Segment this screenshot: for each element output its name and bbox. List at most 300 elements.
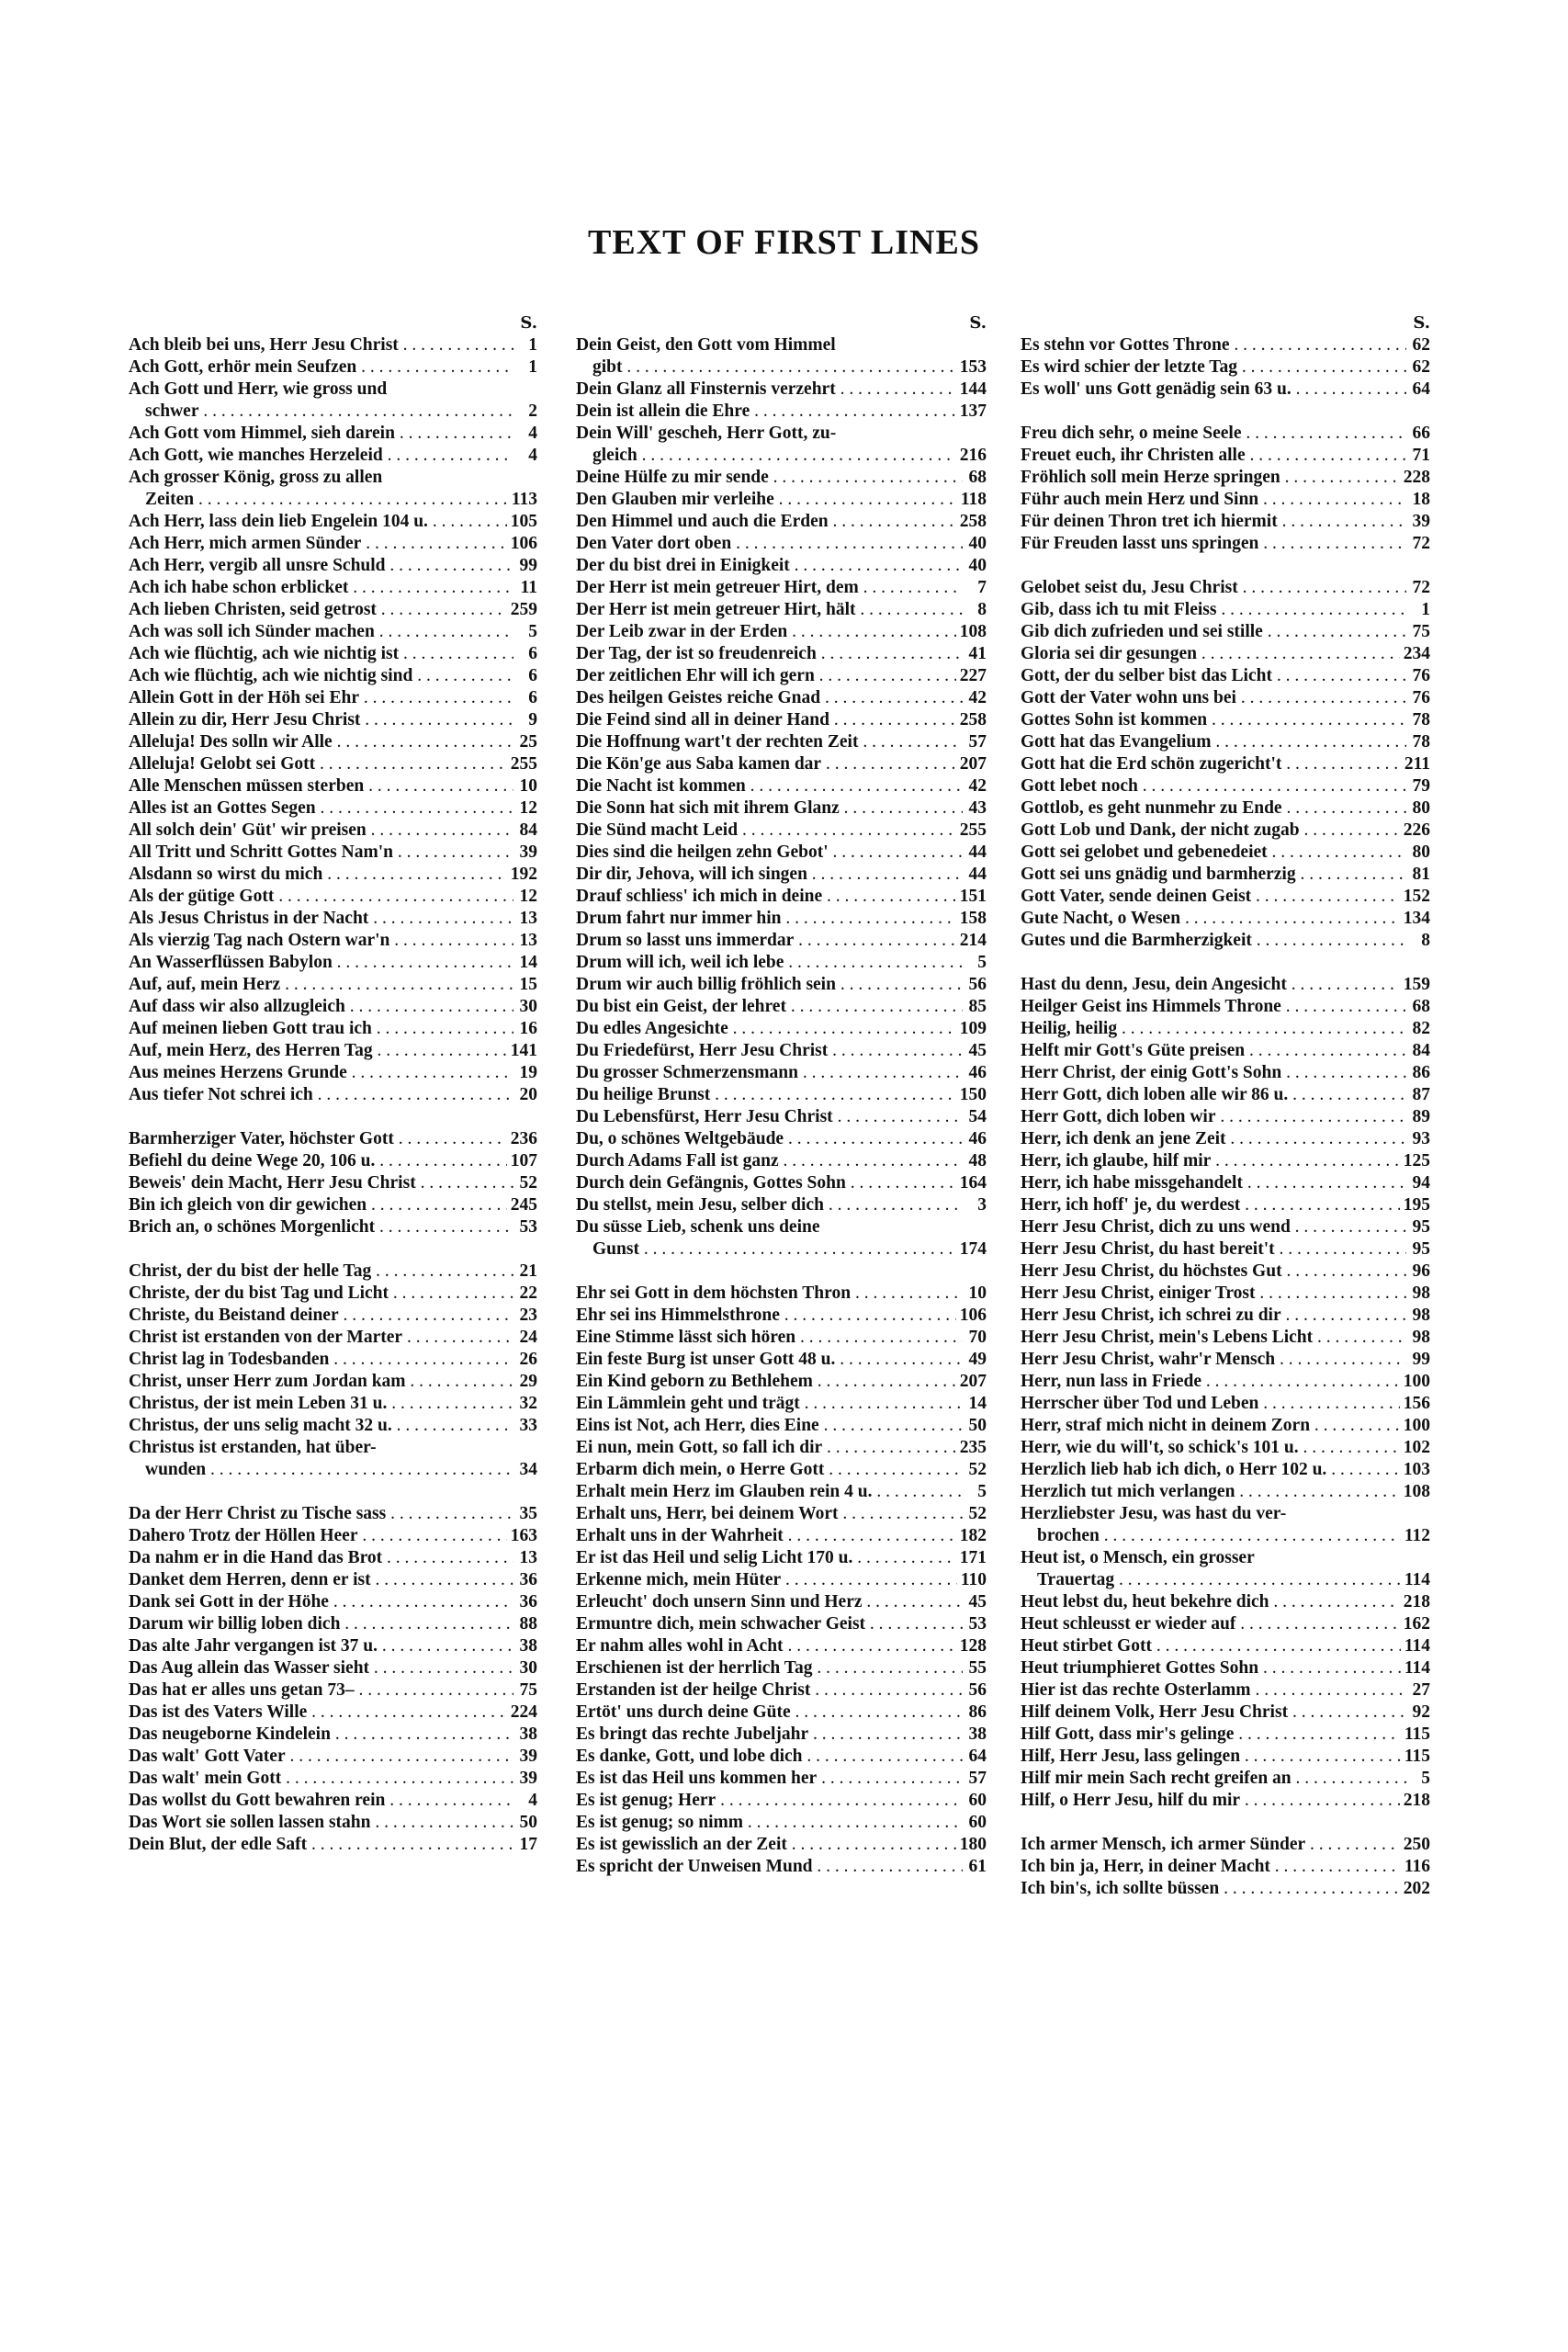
index-entry bbox=[1021, 356, 1430, 379]
page-column-header: S. bbox=[520, 313, 537, 333]
first-line-text: Heut stirbet Gott . . . bbox=[1021, 1635, 1401, 1657]
page-number: 80 bbox=[1412, 842, 1430, 862]
first-line-text: Deine Hülfe zu mir sende . . . bbox=[576, 467, 963, 489]
first-line-text: Gott, der du selber bist das Licht . . . bbox=[1021, 665, 1406, 687]
first-line-text: Christe, der du bist Tag und Licht . . . bbox=[129, 1283, 513, 1305]
page-column-header: S. bbox=[969, 313, 987, 333]
index-entry bbox=[576, 1503, 987, 1525]
first-line-text: Alles ist an Gottes Segen . . . bbox=[129, 797, 513, 820]
index-entry bbox=[1021, 1702, 1430, 1724]
index-entry bbox=[576, 1084, 987, 1106]
first-line-text: Es danke, Gott, und lobe dich . . . bbox=[576, 1746, 963, 1768]
page-number: 76 bbox=[1412, 688, 1430, 707]
first-line-text: Gott der Vater wohn uns bei . . . bbox=[1021, 687, 1406, 709]
first-line-text: Drum will ich, weil ich lebe . . . bbox=[576, 952, 963, 974]
first-line-text: Herr Jesu Christ, mein's Lebens Licht . . . bbox=[1021, 1327, 1406, 1349]
index-entry bbox=[129, 1194, 537, 1216]
first-line-text: Herr, ich hoff' je, du werdest . . . bbox=[1021, 1194, 1400, 1216]
first-line-text: Christus, der uns selig macht 32 u. . . . bbox=[129, 1415, 513, 1437]
index-entry bbox=[129, 775, 537, 797]
page-number: 95 bbox=[1412, 1239, 1430, 1259]
index-entry bbox=[129, 423, 537, 445]
first-line-text: Gunst . . . bbox=[576, 1238, 956, 1261]
index-entry bbox=[1021, 775, 1430, 797]
index-entry bbox=[129, 665, 537, 687]
first-line-text: Gott hat die Erd schön zugericht't . . . bbox=[1021, 753, 1401, 775]
index-entry bbox=[1021, 1834, 1430, 1856]
page-number: 109 bbox=[959, 1019, 987, 1038]
first-line-text: Herr Jesu Christ, wahr'r Mensch . . . bbox=[1021, 1349, 1406, 1371]
page-number: 4 bbox=[528, 1791, 537, 1810]
first-line-text: Hilf mir mein Sach recht greifen an . . . bbox=[1021, 1768, 1406, 1790]
first-line-text: Gott lebet noch . . . bbox=[1021, 775, 1406, 797]
first-line-text: Eins ist Not, ach Herr, dies Eine . . . bbox=[576, 1415, 963, 1437]
first-line-text: Für Freuden lasst uns springen . . . bbox=[1021, 533, 1406, 555]
first-line-text: Als Jesus Christus in der Nacht . . . bbox=[129, 908, 513, 930]
group-separator bbox=[129, 1481, 537, 1503]
first-line-text: Da nahm er in die Hand das Brot . . . bbox=[129, 1547, 513, 1569]
page-number: 18 bbox=[1412, 490, 1430, 509]
first-line-text: Gott Vater, sende deinen Geist . . . bbox=[1021, 886, 1400, 908]
index-entry bbox=[129, 1261, 537, 1283]
index-entry bbox=[1021, 1084, 1430, 1106]
page-number: 99 bbox=[519, 556, 537, 575]
index-entry bbox=[1021, 1261, 1430, 1283]
first-line-text: Herr Christ, der einig Gott's Sohn . . . bbox=[1021, 1062, 1406, 1084]
first-line-text: Es wird schier der letzte Tag . . . bbox=[1021, 356, 1406, 379]
first-line-text: Der zeitlichen Ehr will ich gern . . . bbox=[576, 665, 956, 687]
index-entry bbox=[576, 555, 987, 577]
index-entry bbox=[576, 1547, 987, 1569]
index-column-2 bbox=[576, 312, 987, 1878]
page-number: 195 bbox=[1403, 1195, 1430, 1215]
index-entry bbox=[129, 687, 537, 709]
first-line-text: Heut lebst du, heut bekehre dich . . . bbox=[1021, 1591, 1400, 1613]
index-entry bbox=[1021, 1305, 1430, 1327]
first-line-text: Ach Gott vom Himmel, sieh darein . . . bbox=[129, 423, 513, 445]
page-title: TEXT OF FIRST LINES bbox=[588, 223, 980, 262]
page-number: 255 bbox=[959, 820, 987, 840]
index-entry bbox=[1021, 842, 1430, 864]
first-line-text: Durch dein Gefängnis, Gottes Sohn . . . bbox=[576, 1172, 956, 1194]
index-entry bbox=[1021, 1106, 1430, 1128]
first-line-text: Das ist des Vaters Wille . . . bbox=[129, 1702, 507, 1724]
first-line-text: Herr Jesu Christ, du hast bereit't . . . bbox=[1021, 1238, 1406, 1261]
group-separator bbox=[129, 1106, 537, 1128]
first-line-text: Gib, dass ich tu mit Fleiss . . . bbox=[1021, 599, 1406, 621]
group-separator bbox=[1021, 555, 1430, 577]
first-line-text: Ei nun, mein Gott, so fall ich dir . . . bbox=[576, 1437, 956, 1459]
page-number: 78 bbox=[1412, 710, 1430, 729]
index-entry bbox=[1021, 423, 1430, 445]
index-entry bbox=[576, 356, 987, 379]
first-line-text: Ach grosser König, gross zu allen bbox=[129, 468, 383, 487]
index-entry bbox=[1021, 1547, 1430, 1569]
page-number: 116 bbox=[1404, 1857, 1430, 1876]
first-line-text: Es spricht der Unweisen Mund . . . bbox=[576, 1856, 963, 1878]
first-line-text: Durch Adams Fall ist ganz . . . bbox=[576, 1150, 963, 1172]
page-number: 44 bbox=[968, 865, 987, 884]
page-number: 17 bbox=[519, 1835, 537, 1854]
first-line-text: Christ ist erstanden von der Marter . . . bbox=[129, 1327, 513, 1349]
first-line-text: Erleucht' doch unsern Sinn und Herz . . . bbox=[576, 1591, 963, 1613]
index-entry bbox=[129, 1040, 537, 1062]
index-entry bbox=[129, 820, 537, 842]
page-number: 98 bbox=[1412, 1306, 1430, 1325]
first-line-text: Des heilgen Geistes reiche Gnad . . . bbox=[576, 687, 963, 709]
page-number: 162 bbox=[1403, 1614, 1430, 1634]
page-number: 11 bbox=[520, 578, 537, 597]
first-line-text: Dahero Trotz der Höllen Heer . . . bbox=[129, 1525, 507, 1547]
page-number: 96 bbox=[1412, 1261, 1430, 1281]
index-column-1 bbox=[129, 312, 537, 1856]
page-number: 32 bbox=[519, 1394, 537, 1413]
index-entry bbox=[129, 1569, 537, 1591]
first-line-text: Das hat er alles uns getan 73– . . . bbox=[129, 1679, 513, 1702]
page-number: 21 bbox=[519, 1261, 537, 1281]
index-entry bbox=[1021, 1062, 1430, 1084]
index-entry bbox=[576, 1768, 987, 1790]
page-number: 40 bbox=[968, 556, 987, 575]
index-entry bbox=[129, 1172, 537, 1194]
first-line-text: Hast du denn, Jesu, dein Angesicht . . . bbox=[1021, 974, 1400, 996]
first-line-text: Hier ist das rechte Osterlamm . . . bbox=[1021, 1679, 1406, 1702]
page-column-header: S. bbox=[1413, 313, 1430, 333]
first-line-text: Heilger Geist ins Himmels Throne . . . bbox=[1021, 996, 1406, 1018]
index-entry bbox=[576, 1238, 987, 1261]
page-number: 112 bbox=[1404, 1526, 1430, 1545]
page-number: 106 bbox=[510, 534, 537, 553]
index-entry bbox=[129, 1547, 537, 1569]
index-entry bbox=[129, 996, 537, 1018]
index-entry bbox=[576, 445, 987, 467]
first-line-text: Herzliebster Jesu, was hast du ver- bbox=[1021, 1504, 1287, 1523]
first-line-text: Herr Jesu Christ, ich schrei zu dir . . . bbox=[1021, 1305, 1406, 1327]
index-entry bbox=[1021, 974, 1430, 996]
page-number: 164 bbox=[959, 1173, 987, 1193]
page-number: 64 bbox=[968, 1747, 987, 1766]
page-number: 86 bbox=[1412, 1063, 1430, 1082]
index-entry bbox=[1021, 908, 1430, 930]
page-number: 12 bbox=[519, 798, 537, 818]
entry-list bbox=[1021, 334, 1430, 1900]
first-line-text: Erbarm dich mein, o Herre Gott . . . bbox=[576, 1459, 963, 1481]
index-entry bbox=[576, 1150, 987, 1172]
index-entry bbox=[576, 1724, 987, 1746]
page-number: 82 bbox=[1412, 1019, 1430, 1038]
first-line-text: Hilf deinem Volk, Herr Jesu Christ . . . bbox=[1021, 1702, 1406, 1724]
page-number: 171 bbox=[959, 1548, 987, 1567]
group-separator bbox=[1021, 1812, 1430, 1834]
page-number: 14 bbox=[968, 1394, 987, 1413]
index-entry bbox=[1021, 1613, 1430, 1635]
page-number: 72 bbox=[1412, 578, 1430, 597]
page-number: 98 bbox=[1412, 1283, 1430, 1303]
index-entry bbox=[129, 1635, 537, 1657]
first-line-text: Du Friedefürst, Herr Jesu Christ . . . bbox=[576, 1040, 963, 1062]
page-number: 156 bbox=[1403, 1394, 1430, 1413]
page-number: 38 bbox=[519, 1636, 537, 1656]
page-number: 24 bbox=[519, 1328, 537, 1347]
first-line-text: Gutes und die Barmherzigkeit . . . bbox=[1021, 930, 1406, 952]
index-entry bbox=[129, 533, 537, 555]
index-entry bbox=[1021, 334, 1430, 356]
page-number: 13 bbox=[519, 909, 537, 928]
page-number: 202 bbox=[1403, 1879, 1430, 1898]
index-entry bbox=[576, 1702, 987, 1724]
first-line-text: Barmherziger Vater, höchster Gott . . . bbox=[129, 1128, 507, 1150]
index-entry bbox=[576, 996, 987, 1018]
first-line-text: Dein Blut, der edle Saft . . . bbox=[129, 1834, 513, 1856]
index-entry bbox=[576, 401, 987, 423]
page-number: 81 bbox=[1412, 865, 1430, 884]
index-entry bbox=[576, 1172, 987, 1194]
first-line-text: Drum fahrt nur immer hin . . . bbox=[576, 908, 956, 930]
index-entry bbox=[129, 467, 537, 489]
page-number: 211 bbox=[1404, 754, 1430, 774]
index-entry bbox=[576, 1415, 987, 1437]
first-line-text: Den Glauben mir verleihe . . . bbox=[576, 489, 957, 511]
page-number: 50 bbox=[968, 1416, 987, 1435]
index-entry bbox=[1021, 1635, 1430, 1657]
first-line-text: Du, o schönes Weltgebäude . . . bbox=[576, 1128, 963, 1150]
first-line-text: Ertöt' uns durch deine Güte . . . bbox=[576, 1702, 963, 1724]
first-line-text: Ach Herr, mich armen Sünder . . . bbox=[129, 533, 507, 555]
first-line-text: Der Herr ist mein getreuer Hirt, dem . . . bbox=[576, 577, 963, 599]
first-line-text: Christ lag in Todesbanden . . . bbox=[129, 1349, 513, 1371]
index-entry bbox=[129, 1657, 537, 1679]
index-entry bbox=[129, 1393, 537, 1415]
page-number: 50 bbox=[519, 1813, 537, 1832]
index-entry bbox=[129, 1415, 537, 1437]
page-number: 228 bbox=[1403, 468, 1430, 487]
first-line-text: Die Feind sind all in deiner Hand . . . bbox=[576, 709, 956, 731]
first-line-text: Den Himmel und auch die Erden . . . bbox=[576, 511, 956, 533]
page-number: 52 bbox=[519, 1173, 537, 1193]
first-line-text: Allein Gott in der Höh sei Ehr . . . bbox=[129, 687, 513, 709]
index-entry bbox=[1021, 489, 1430, 511]
page-number: 114 bbox=[1404, 1636, 1430, 1656]
page-number: 61 bbox=[968, 1857, 987, 1876]
index-entry bbox=[1021, 1856, 1430, 1878]
index-entry bbox=[129, 356, 537, 379]
first-line-text: Das walt' Gott Vater . . . bbox=[129, 1746, 513, 1768]
page-number: 23 bbox=[519, 1306, 537, 1325]
first-line-text: Ehr sei Gott in dem höchsten Thron . . . bbox=[576, 1283, 963, 1305]
index-entry bbox=[129, 864, 537, 886]
first-line-text: Herr, ich denk an jene Zeit . . . bbox=[1021, 1128, 1406, 1150]
first-line-text: Dir dir, Jehova, will ich singen . . . bbox=[576, 864, 963, 886]
first-line-text: Gott sei gelobet und gebenedeiet . . . bbox=[1021, 842, 1406, 864]
first-line-text: Fröhlich soll mein Herze springen . . . bbox=[1021, 467, 1400, 489]
first-line-text: Alle Menschen müssen sterben . . . bbox=[129, 775, 513, 797]
first-line-text: Ich bin's, ich sollte büssen . . . bbox=[1021, 1878, 1400, 1900]
first-line-text: Der Tag, der ist so freudenreich . . . bbox=[576, 643, 963, 665]
first-line-text: Hilf, Herr Jesu, lass gelingen . . . bbox=[1021, 1746, 1401, 1768]
first-line-text: Darum wir billig loben dich . . . bbox=[129, 1613, 513, 1635]
page-number: 180 bbox=[959, 1835, 987, 1854]
page-number: 3 bbox=[977, 1195, 987, 1215]
page-number: 4 bbox=[528, 424, 537, 443]
page-number: 153 bbox=[959, 357, 987, 377]
index-entry bbox=[576, 709, 987, 731]
page-number: 42 bbox=[968, 776, 987, 796]
page-number: 75 bbox=[1412, 622, 1430, 641]
page-number: 39 bbox=[519, 1747, 537, 1766]
index-entry bbox=[129, 379, 537, 401]
page-number: 44 bbox=[968, 842, 987, 862]
index-entry bbox=[1021, 1216, 1430, 1238]
index-entry bbox=[576, 1062, 987, 1084]
page-number: 95 bbox=[1412, 1217, 1430, 1237]
first-line-text: Die Nacht ist kommen . . . bbox=[576, 775, 963, 797]
index-entry bbox=[576, 1812, 987, 1834]
index-entry bbox=[576, 423, 987, 445]
index-entry bbox=[576, 1216, 987, 1238]
index-entry bbox=[129, 1525, 537, 1547]
index-entry bbox=[129, 797, 537, 820]
page-number: 41 bbox=[968, 644, 987, 663]
first-line-text: Es bringt das rechte Jubeljahr . . . bbox=[576, 1724, 963, 1746]
page-number: 12 bbox=[519, 887, 537, 906]
first-line-text: Ach was soll ich Sünder machen . . . bbox=[129, 621, 513, 643]
index-entry bbox=[576, 1371, 987, 1393]
group-separator bbox=[576, 1261, 987, 1283]
index-entry bbox=[576, 797, 987, 820]
page-number: 144 bbox=[959, 379, 987, 399]
first-line-text: Erhalt uns in der Wahrheit . . . bbox=[576, 1525, 956, 1547]
index-entry bbox=[129, 1084, 537, 1106]
page-number: 76 bbox=[1412, 666, 1430, 685]
index-entry bbox=[1021, 753, 1430, 775]
index-entry bbox=[576, 1283, 987, 1305]
first-line-text: Der du bist drei in Einigkeit . . . bbox=[576, 555, 963, 577]
page-number: 6 bbox=[528, 644, 537, 663]
index-entry bbox=[1021, 1415, 1430, 1437]
first-line-text: wunden . . . bbox=[129, 1459, 513, 1481]
index-entry bbox=[1021, 820, 1430, 842]
index-entry bbox=[1021, 1150, 1430, 1172]
index-entry bbox=[1021, 665, 1430, 687]
index-entry bbox=[576, 621, 987, 643]
page-number: 29 bbox=[519, 1372, 537, 1391]
page-number: 45 bbox=[968, 1592, 987, 1611]
first-line-text: Ach wie flüchtig, ach wie nichtig sind . . . bbox=[129, 665, 513, 687]
first-line-text: Freu dich sehr, o meine Seele . . . bbox=[1021, 423, 1406, 445]
first-line-text: Er ist das Heil und selig Licht 170 u. . . . bbox=[576, 1547, 956, 1569]
first-line-text: Erhalt mein Herz im Glauben rein 4 u. . . . bbox=[576, 1481, 963, 1503]
index-entry bbox=[576, 1305, 987, 1327]
index-entry bbox=[129, 1834, 537, 1856]
index-entry bbox=[576, 1437, 987, 1459]
index-entry bbox=[576, 974, 987, 996]
first-line-text: Ach Gott, wie manches Herzeleid . . . bbox=[129, 445, 513, 467]
page-number: 152 bbox=[1403, 887, 1430, 906]
first-line-text: Die Sonn hat sich mit ihrem Glanz . . . bbox=[576, 797, 963, 820]
first-line-text: Brich an, o schönes Morgenlicht . . . bbox=[129, 1216, 513, 1238]
index-entry bbox=[1021, 930, 1430, 952]
first-line-text: Helft mir Gott's Güte preisen . . . bbox=[1021, 1040, 1406, 1062]
index-entry bbox=[576, 820, 987, 842]
page-number: 13 bbox=[519, 931, 537, 950]
index-entry bbox=[129, 1702, 537, 1724]
first-line-text: Alleluja! Des solln wir Alle . . . bbox=[129, 731, 513, 753]
index-entry bbox=[129, 930, 537, 952]
page-number: 19 bbox=[519, 1063, 537, 1082]
index-entry bbox=[1021, 1746, 1430, 1768]
index-entry bbox=[1021, 533, 1430, 555]
entry-list bbox=[576, 334, 987, 1878]
index-entry bbox=[1021, 1283, 1430, 1305]
index-entry bbox=[129, 577, 537, 599]
index-entry bbox=[129, 1349, 537, 1371]
index-entry bbox=[129, 1790, 537, 1812]
page-number: 100 bbox=[1403, 1416, 1430, 1435]
first-line-text: An Wasserflüssen Babylon . . . bbox=[129, 952, 513, 974]
page-number: 94 bbox=[1412, 1173, 1430, 1193]
first-line-text: Herr, ich habe missgehandelt . . . bbox=[1021, 1172, 1406, 1194]
page-number: 141 bbox=[510, 1041, 537, 1060]
group-separator bbox=[129, 1238, 537, 1261]
index-entry bbox=[1021, 864, 1430, 886]
first-line-text: Herrscher über Tod und Leben . . . bbox=[1021, 1393, 1400, 1415]
page-number: 60 bbox=[968, 1791, 987, 1810]
index-entry bbox=[576, 577, 987, 599]
index-entry bbox=[576, 886, 987, 908]
index-entry bbox=[1021, 1481, 1430, 1503]
index-entry bbox=[1021, 445, 1430, 467]
first-line-text: Die Hoffnung wart't der rechten Zeit . . . bbox=[576, 731, 963, 753]
index-entry bbox=[129, 401, 537, 423]
page-number: 42 bbox=[968, 688, 987, 707]
page-number: 118 bbox=[960, 490, 987, 509]
index-entry bbox=[129, 1613, 537, 1635]
page-number: 57 bbox=[968, 732, 987, 752]
first-line-text: Heut triumphieret Gottes Sohn . . . bbox=[1021, 1657, 1401, 1679]
first-line-text: Da der Herr Christ zu Tische sass . . . bbox=[129, 1503, 513, 1525]
page-number: 62 bbox=[1412, 357, 1430, 377]
index-entry bbox=[129, 1591, 537, 1613]
index-entry bbox=[576, 864, 987, 886]
page-number: 227 bbox=[959, 666, 987, 685]
page-number: 62 bbox=[1412, 335, 1430, 355]
index-entry bbox=[129, 621, 537, 643]
page-number: 55 bbox=[968, 1658, 987, 1678]
first-line-text: Dein Glanz all Finsternis verzehrt . . . bbox=[576, 379, 956, 401]
first-line-text: Du süsse Lieb, schenk uns deine bbox=[576, 1217, 820, 1237]
first-line-text: Freuet euch, ihr Christen alle . . . bbox=[1021, 445, 1406, 467]
index-entry bbox=[1021, 1503, 1430, 1525]
page-number: 93 bbox=[1412, 1129, 1430, 1148]
index-entry bbox=[1021, 1040, 1430, 1062]
page-number: 13 bbox=[519, 1548, 537, 1567]
first-line-text: Dein Will' gescheh, Herr Gott, zu- bbox=[576, 424, 837, 443]
first-line-text: Gib dich zufrieden und sei stille . . . bbox=[1021, 621, 1406, 643]
page-number: 6 bbox=[528, 666, 537, 685]
index-entry bbox=[129, 1437, 537, 1459]
page-number: 5 bbox=[528, 622, 537, 641]
entry-list bbox=[129, 334, 537, 1856]
index-entry bbox=[129, 1724, 537, 1746]
first-line-text: Es ist gewisslich an der Zeit . . . bbox=[576, 1834, 956, 1856]
index-entry bbox=[1021, 1768, 1430, 1790]
first-line-text: Du bist ein Geist, der lehret . . . bbox=[576, 996, 963, 1018]
index-entry bbox=[129, 511, 537, 533]
page-number: 115 bbox=[1404, 1747, 1430, 1766]
index-entry bbox=[129, 709, 537, 731]
first-line-text: Dank sei Gott in der Höhe . . . bbox=[129, 1591, 513, 1613]
index-entry bbox=[1021, 1327, 1430, 1349]
